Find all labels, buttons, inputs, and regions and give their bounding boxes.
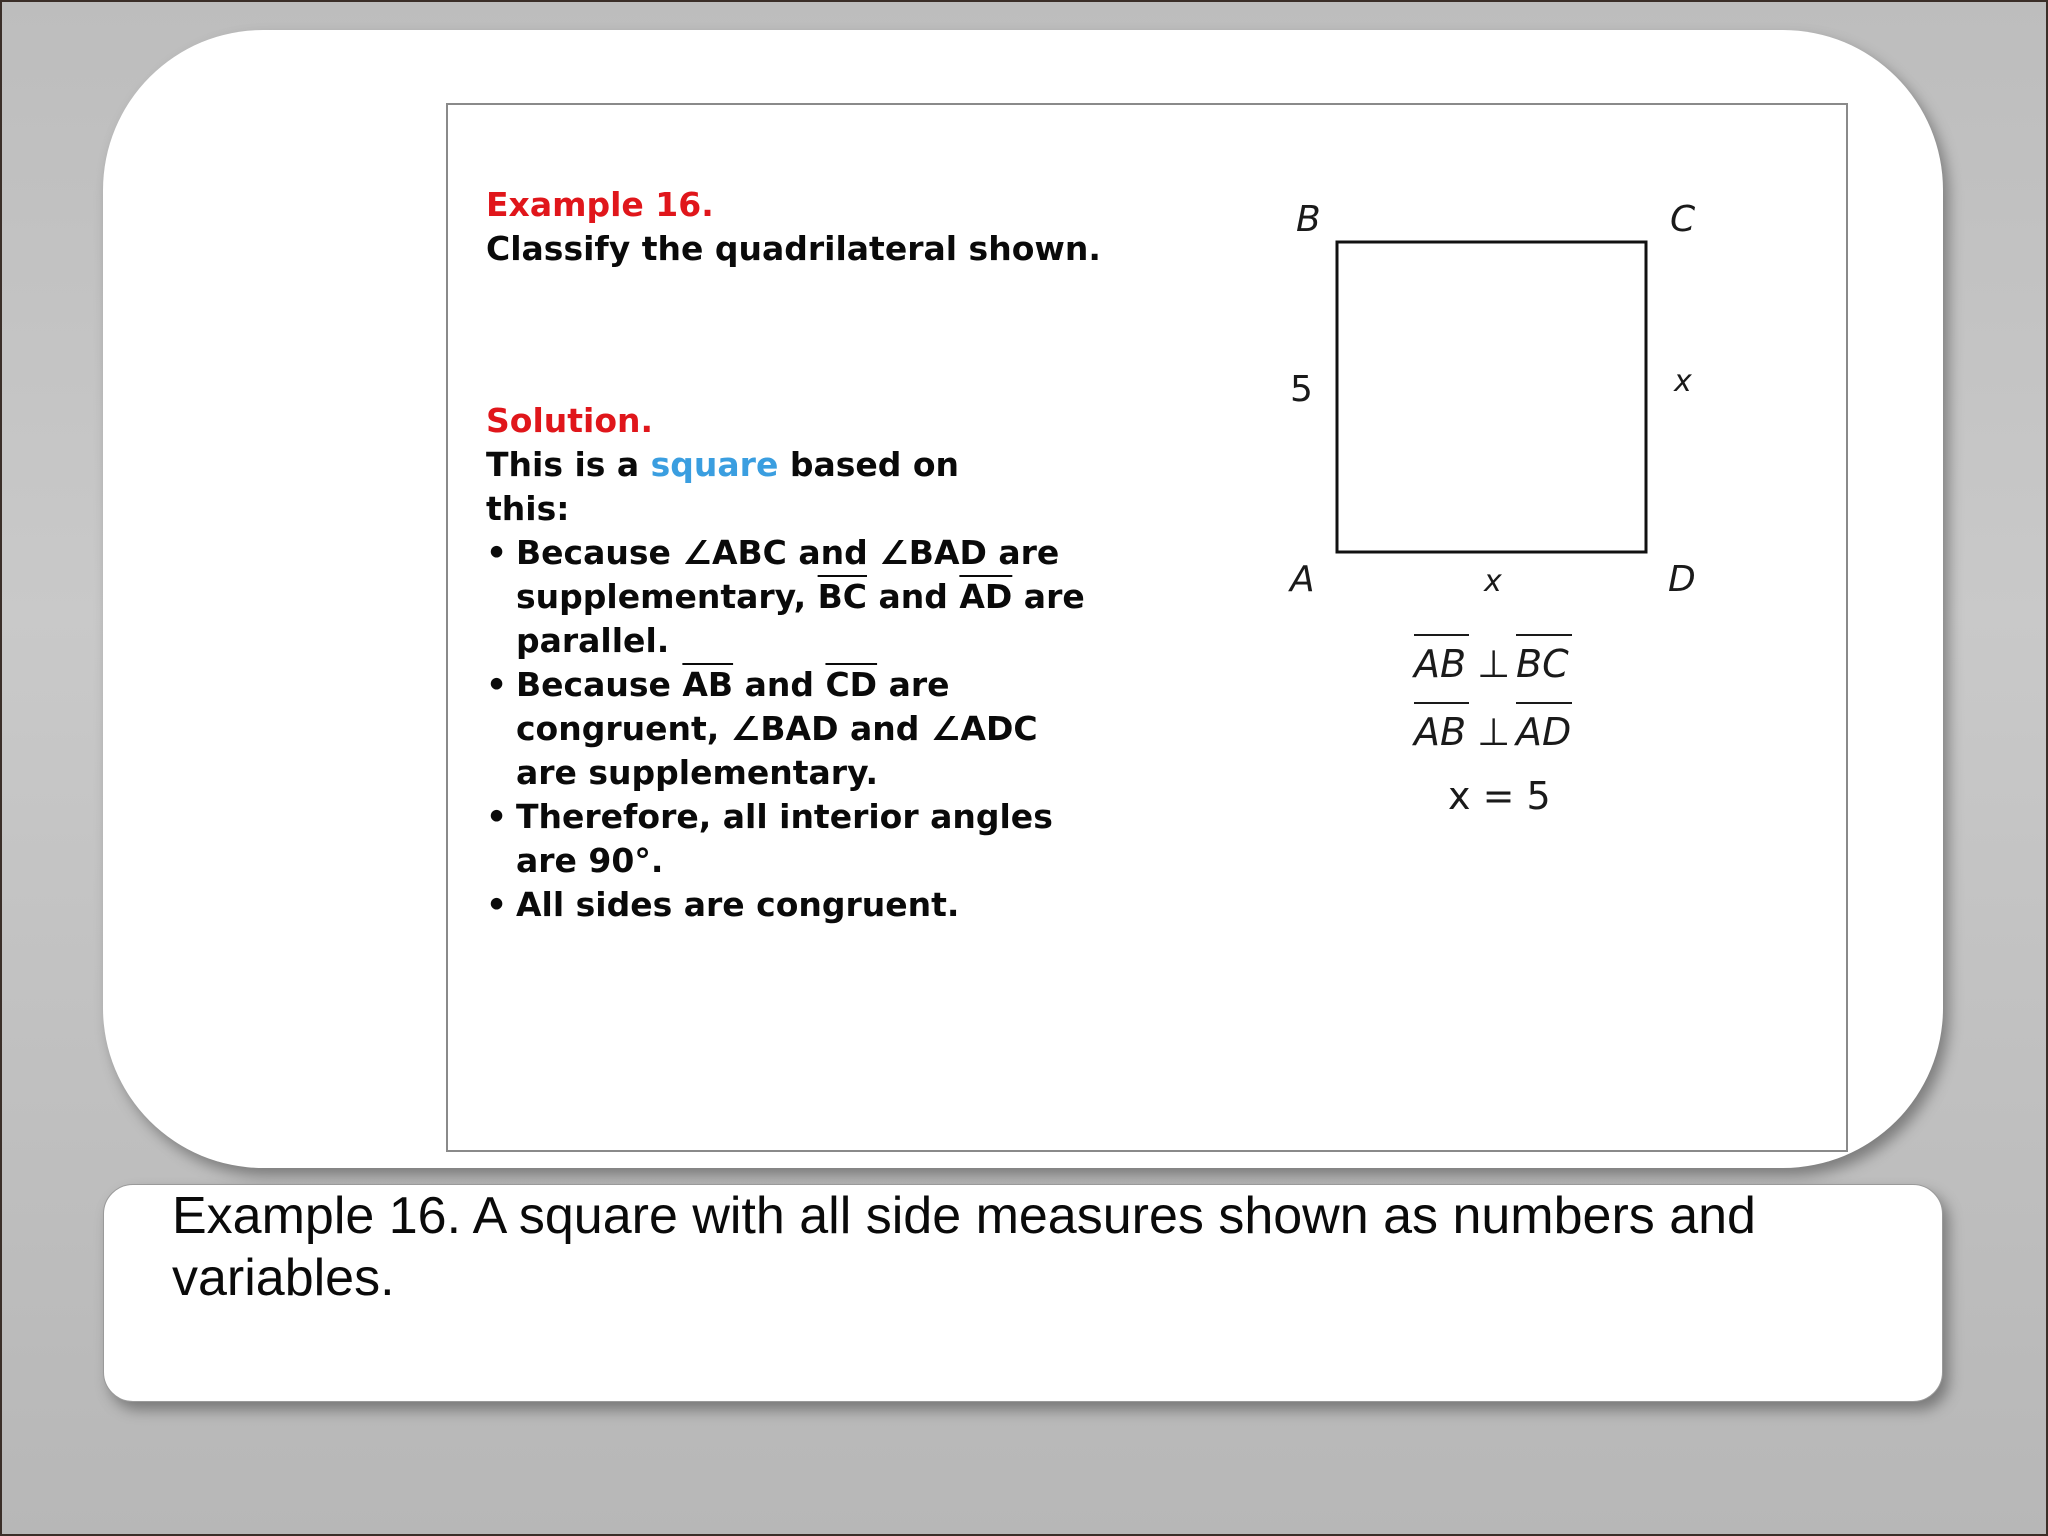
relation-left: AB xyxy=(1414,710,1467,754)
bullet-item: • All sides are congruent. xyxy=(486,883,1096,927)
equation: x = 5 xyxy=(1448,774,1551,818)
vertex-b-label: B xyxy=(1296,199,1321,240)
problem-prompt: Classify the quadrilateral shown. xyxy=(486,229,1101,268)
segment-cd: $\overline{CD}$ xyxy=(825,665,878,704)
keyword-square: square xyxy=(650,445,779,484)
square-shape xyxy=(1337,242,1646,552)
side-bottom-label: x xyxy=(1484,564,1502,599)
relation-symbol: ⊥ xyxy=(1477,710,1511,754)
solution-intro: This is a square based on this: xyxy=(486,445,960,528)
caption-card xyxy=(103,1184,1943,1402)
solution-bullets xyxy=(486,531,1096,927)
relation-symbol: ⊥ xyxy=(1477,642,1511,686)
relation-left: AB xyxy=(1414,642,1467,686)
bullet-item: • Because $\overline{AB}$ and $\overline{CD}$ are congruent, ∠BAD and ∠ADC are supplementary. xyxy=(486,663,1096,795)
vertex-a-label: A xyxy=(1290,559,1315,600)
solution-heading: Solution. xyxy=(486,401,654,440)
caption-text: Example 16. A square with all side measures shown as numbers and variables. xyxy=(172,1187,1756,1307)
bullet-item: • Because ∠ABC and ∠BAD are supplementary, $\overline{BC}$ and $\overline{AD}$ are parallel. xyxy=(486,531,1096,663)
segment-ad: $\overline{AD}$ xyxy=(959,577,1013,616)
slide-card xyxy=(103,30,1943,1168)
bullet-item: • Therefore, all interior angles are 90°. xyxy=(486,795,1096,883)
segment-bc: $\overline{BC}$ xyxy=(817,577,867,616)
side-right-label: x xyxy=(1674,364,1692,399)
lesson-slide xyxy=(446,103,1848,1152)
vertex-c-label: C xyxy=(1670,199,1696,240)
vertex-d-label: D xyxy=(1668,559,1696,600)
side-left-label: 5 xyxy=(1290,369,1313,410)
segment-ab: $\overline{AB}$ xyxy=(682,665,734,704)
relation-right: BC xyxy=(1516,642,1569,686)
square-diagram xyxy=(1278,185,1698,845)
problem-text xyxy=(486,183,1186,927)
relation-right: AD xyxy=(1516,710,1572,754)
example-heading: Example 16. xyxy=(486,185,714,224)
